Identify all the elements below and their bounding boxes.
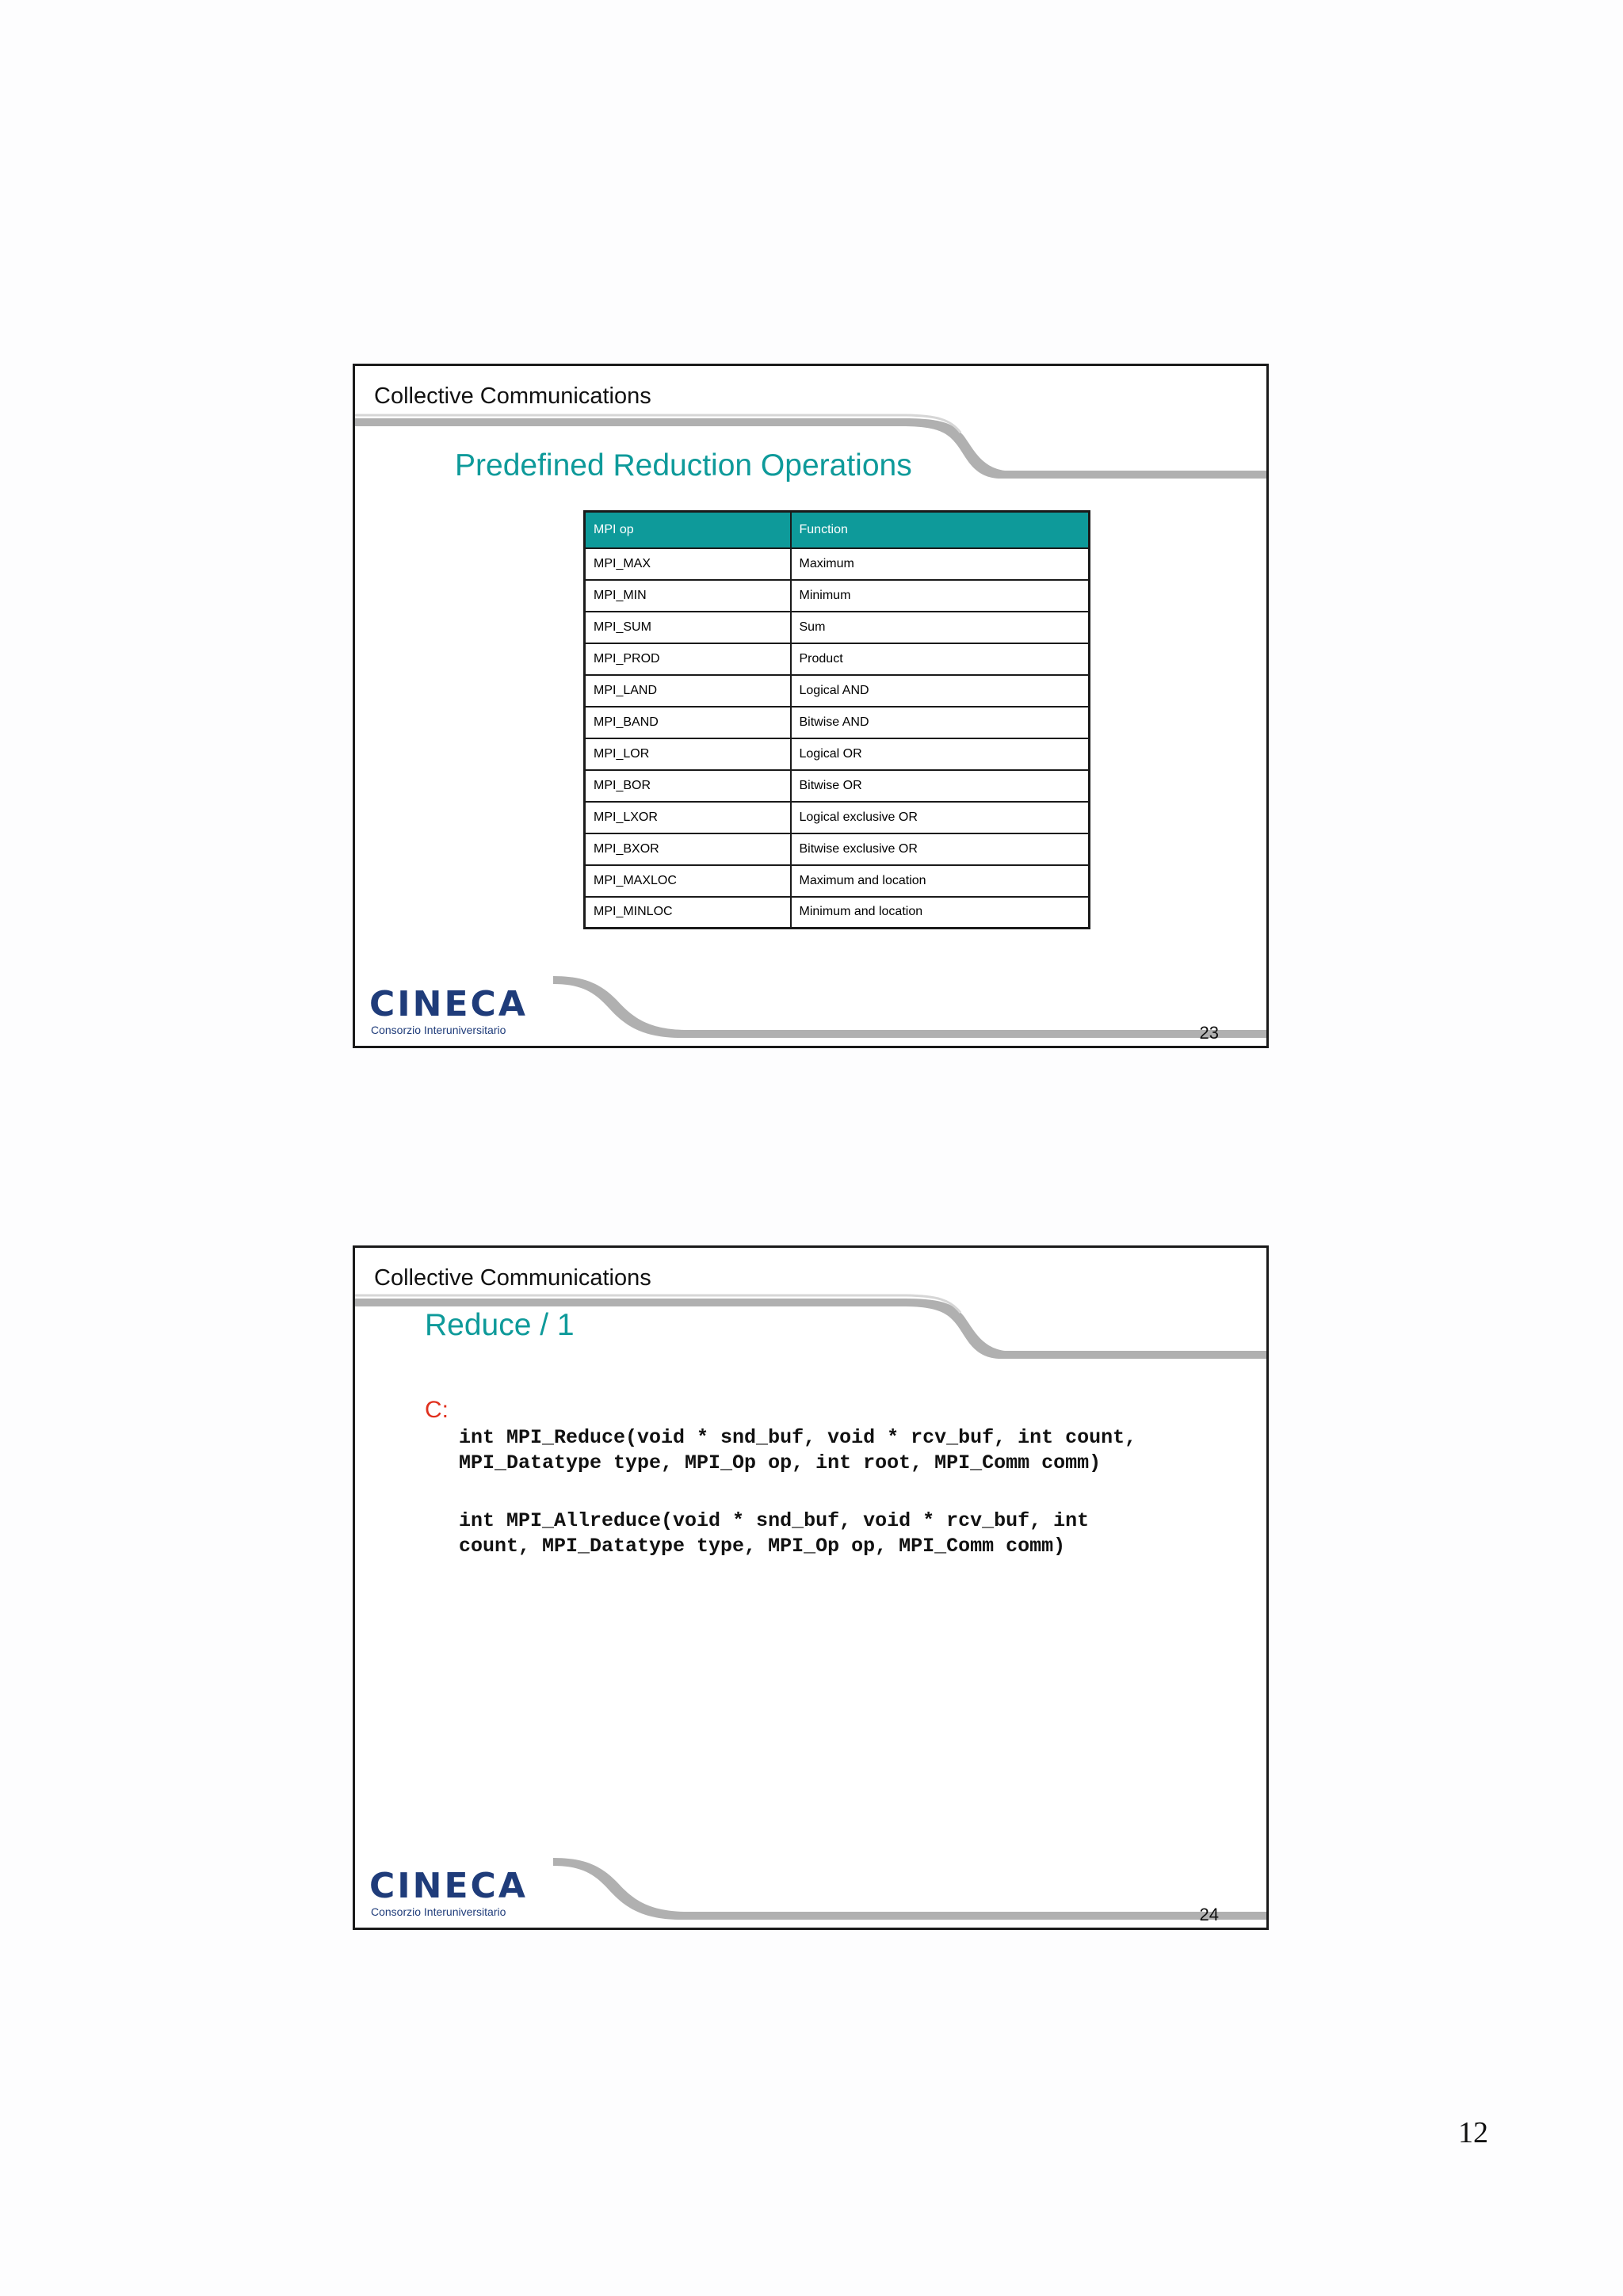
table-row (585, 612, 1090, 643)
cell-function: Minimum and location (791, 897, 1090, 929)
cell-function: Logical AND (791, 675, 1090, 707)
language-label: C: (425, 1397, 449, 1423)
cell-op: MPI_PROD (585, 643, 791, 675)
mpi-allreduce-signature: int MPI_Allreduce(void * snd_buf, void * rcv_buf, int count, MPI_Datatype type, MPI_Op op, MPI_Comm comm) (459, 1509, 1090, 1558)
table-row (585, 580, 1090, 612)
table-row (585, 897, 1090, 929)
logo-subtitle: Consorzio Interuniversitario (371, 1905, 506, 1918)
slide-number: 24 (1199, 1905, 1219, 1924)
slide-24 (353, 1245, 1269, 1930)
slide-header: Collective Communications (374, 1265, 651, 1291)
cineca-logo (369, 1866, 528, 1918)
cell-op: MPI_LXOR (585, 802, 791, 833)
table-row (585, 548, 1090, 580)
cell-op: MPI_BXOR (585, 833, 791, 865)
cell-op: MPI_MAXLOC (585, 865, 791, 897)
page-number: 12 (1458, 2116, 1488, 2149)
slide-number: 23 (1199, 1023, 1219, 1043)
table-row (585, 865, 1090, 897)
cell-op: MPI_SUM (585, 612, 791, 643)
cell-function: Minimum (791, 580, 1090, 612)
logo-wordmark: CINECA (369, 984, 528, 1024)
table-row (585, 833, 1090, 865)
slide-23 (353, 364, 1269, 1048)
logo-wordmark: CINECA (369, 1866, 528, 1906)
table-row (585, 802, 1090, 833)
cell-function: Bitwise exclusive OR (791, 833, 1090, 865)
cell-function: Logical OR (791, 738, 1090, 770)
table-row (585, 643, 1090, 675)
table-row (585, 675, 1090, 707)
cell-function: Bitwise OR (791, 770, 1090, 802)
slide-title: Reduce / 1 (425, 1308, 575, 1342)
cell-op: MPI_BOR (585, 770, 791, 802)
slide-title: Predefined Reduction Operations (455, 448, 912, 482)
cell-function: Maximum and location (791, 865, 1090, 897)
cell-op: MPI_LAND (585, 675, 791, 707)
cell-function: Maximum (791, 548, 1090, 580)
reduction-operations-table (583, 510, 1090, 929)
table-row (585, 770, 1090, 802)
table-row (585, 707, 1090, 738)
cell-function: Sum (791, 612, 1090, 643)
header-swoosh-graphic (355, 1248, 1266, 1928)
cell-op: MPI_MIN (585, 580, 791, 612)
logo-subtitle: Consorzio Interuniversitario (371, 1024, 506, 1036)
slide-header: Collective Communications (374, 383, 651, 409)
table-header-row (585, 512, 1090, 548)
cell-op: MPI_MINLOC (585, 897, 791, 929)
mpi-reduce-signature: int MPI_Reduce(void * snd_buf, void * rcv_buf, int count, MPI_Datatype type, MPI_Op op, int root, MPI_Comm comm) (459, 1426, 1137, 1474)
cell-function: Product (791, 643, 1090, 675)
cell-op: MPI_MAX (585, 548, 791, 580)
cell-function: Logical exclusive OR (791, 802, 1090, 833)
column-header-function: Function (791, 512, 1090, 548)
cell-op: MPI_LOR (585, 738, 791, 770)
cineca-logo (369, 984, 528, 1036)
cell-op: MPI_BAND (585, 707, 791, 738)
cell-function: Bitwise AND (791, 707, 1090, 738)
column-header-mpi-op: MPI op (585, 512, 791, 548)
table-row (585, 738, 1090, 770)
